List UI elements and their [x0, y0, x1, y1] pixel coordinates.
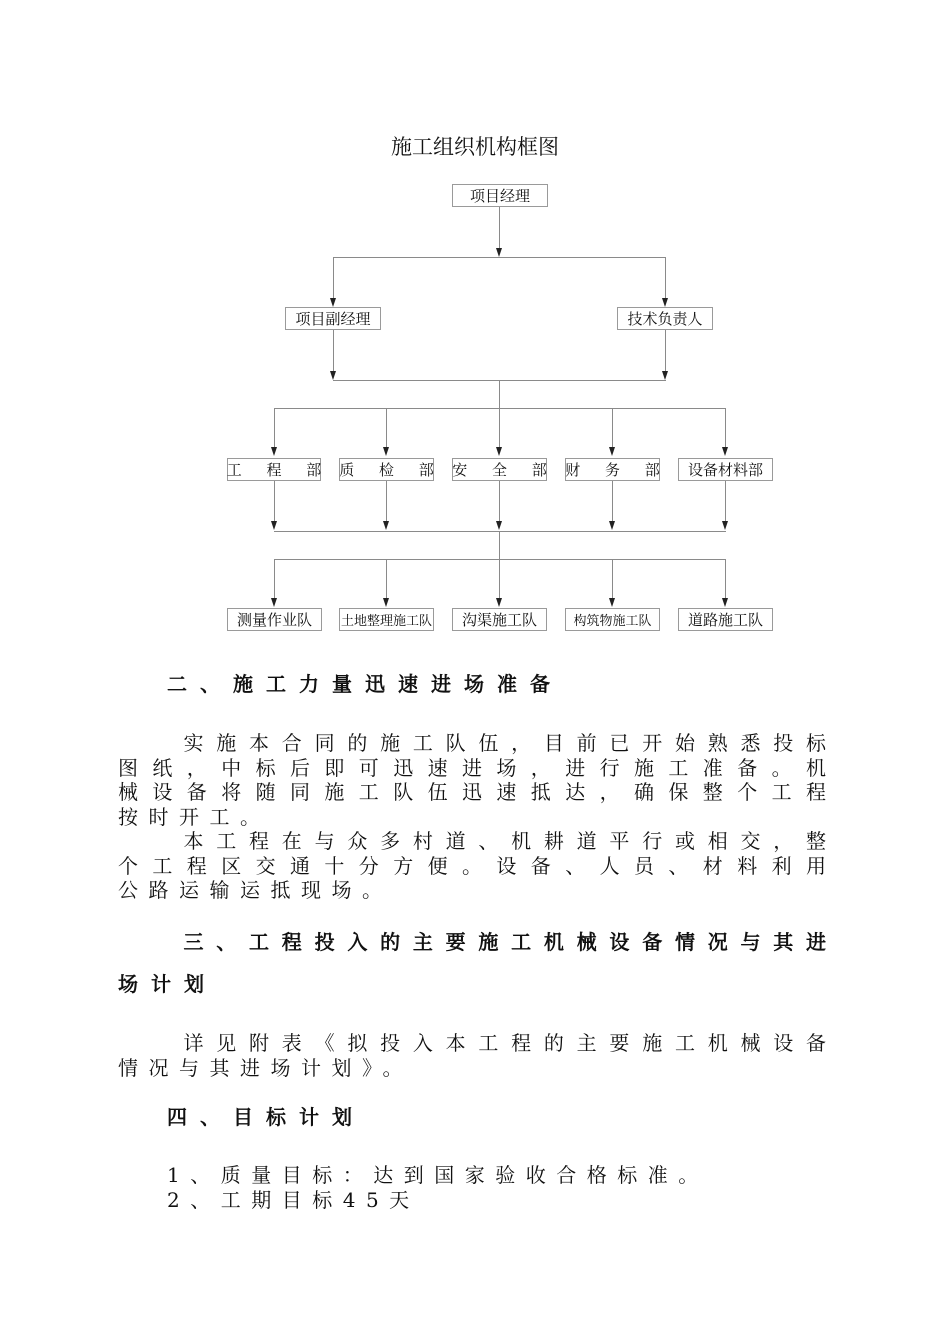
list-item: 1、质量目标：达到国家验收合格标准。: [167, 1163, 709, 1187]
section-2-heading: 二、施工力量迅速进场准备: [167, 672, 563, 696]
arrow-icon: [662, 371, 668, 380]
section-3-paragraph: [118, 1031, 826, 1080]
box-deputy-manager: 项目副经理: [285, 307, 381, 330]
connector: [274, 481, 275, 521]
connector: [499, 481, 500, 521]
connector: [274, 559, 726, 560]
connector: [665, 257, 666, 300]
box-finance-dept: 财 务 部: [565, 458, 660, 481]
connector: [386, 559, 387, 599]
connector: [274, 531, 726, 532]
arrow-icon: [609, 521, 615, 530]
arrow-icon: [271, 598, 277, 607]
connector: [386, 481, 387, 521]
connector: [612, 559, 613, 599]
connector: [333, 257, 666, 258]
arrow-icon: [496, 521, 502, 530]
arrow-icon: [609, 447, 615, 456]
chart-title: 施工组织机构框图: [391, 135, 559, 159]
arrow-icon: [496, 248, 502, 257]
section-2-paragraph-2: [118, 829, 826, 903]
box-structure-team: 构筑物施工队: [565, 608, 660, 631]
arrow-icon: [271, 521, 277, 530]
box-survey-team: 测量作业队: [227, 608, 322, 631]
connector: [725, 559, 726, 599]
connector: [725, 481, 726, 521]
section-4-heading: 四、目标计划: [167, 1105, 365, 1129]
text-line: 实施本合同的施工队伍，目前已开始熟悉投标: [118, 731, 826, 755]
section-3-heading-line-1: 三、工程投入的主要施工机械设备情况与其进: [118, 930, 826, 954]
arrow-icon: [330, 298, 336, 307]
box-land-team: 土地整理施工队: [339, 608, 434, 631]
connector: [612, 481, 613, 521]
connector: [612, 408, 613, 448]
section-4-list: [167, 1163, 807, 1212]
arrow-icon: [271, 447, 277, 456]
connector: [333, 257, 334, 300]
arrow-icon: [383, 521, 389, 530]
arrow-icon: [722, 598, 728, 607]
section-2-paragraph-1: [118, 731, 826, 829]
connector: [499, 408, 500, 448]
box-project-manager: 项目经理: [452, 184, 548, 207]
text-line: 图纸，中标后即可迅速进场，进行施工准备。机: [118, 755, 826, 780]
box-quality-dept: 质 检 部: [339, 458, 434, 481]
box-safety-dept: 安 全 部: [452, 458, 547, 481]
section-3-heading-line-2: 场计划: [118, 972, 217, 996]
arrow-icon: [330, 371, 336, 380]
connector: [665, 330, 666, 372]
text-line: 详见附表《拟投入本工程的主要施工机械设备: [118, 1031, 826, 1055]
text-line: 按时开工。: [118, 804, 271, 829]
text-line: 情况与其进场计划》。: [118, 1055, 413, 1080]
connector: [499, 531, 500, 559]
box-technical-lead: 技术负责人: [617, 307, 713, 330]
connector: [333, 330, 334, 372]
box-ditch-team: 沟渠施工队: [452, 608, 547, 631]
connector: [499, 380, 500, 408]
box-equipment-dept: 设备材料部: [678, 458, 773, 481]
text-line: 个工程区交通十分方便。设备、人员、材料利用: [118, 853, 826, 878]
connector: [274, 408, 275, 448]
arrow-icon: [383, 447, 389, 456]
text-line: 本工程在与众多村道、机耕道平行或相交，整: [118, 829, 826, 853]
arrow-icon: [496, 598, 502, 607]
arrow-icon: [609, 598, 615, 607]
text-line: 公路运输运抵现场。: [118, 878, 393, 902]
connector: [499, 559, 500, 599]
box-engineering-dept: 工 程 部: [227, 458, 321, 481]
arrow-icon: [662, 298, 668, 307]
arrow-icon: [383, 598, 389, 607]
box-road-team: 道路施工队: [678, 608, 773, 631]
arrow-icon: [722, 447, 728, 456]
arrow-icon: [722, 521, 728, 530]
connector: [499, 207, 500, 250]
connector: [386, 408, 387, 448]
connector: [274, 408, 726, 409]
connector: [725, 408, 726, 448]
connector: [274, 559, 275, 599]
text-line: 械设备将随同施工队伍迅速抵达，确保整个工程: [118, 780, 826, 804]
list-item: 2、工期目标45天: [167, 1187, 420, 1212]
arrow-icon: [496, 447, 502, 456]
